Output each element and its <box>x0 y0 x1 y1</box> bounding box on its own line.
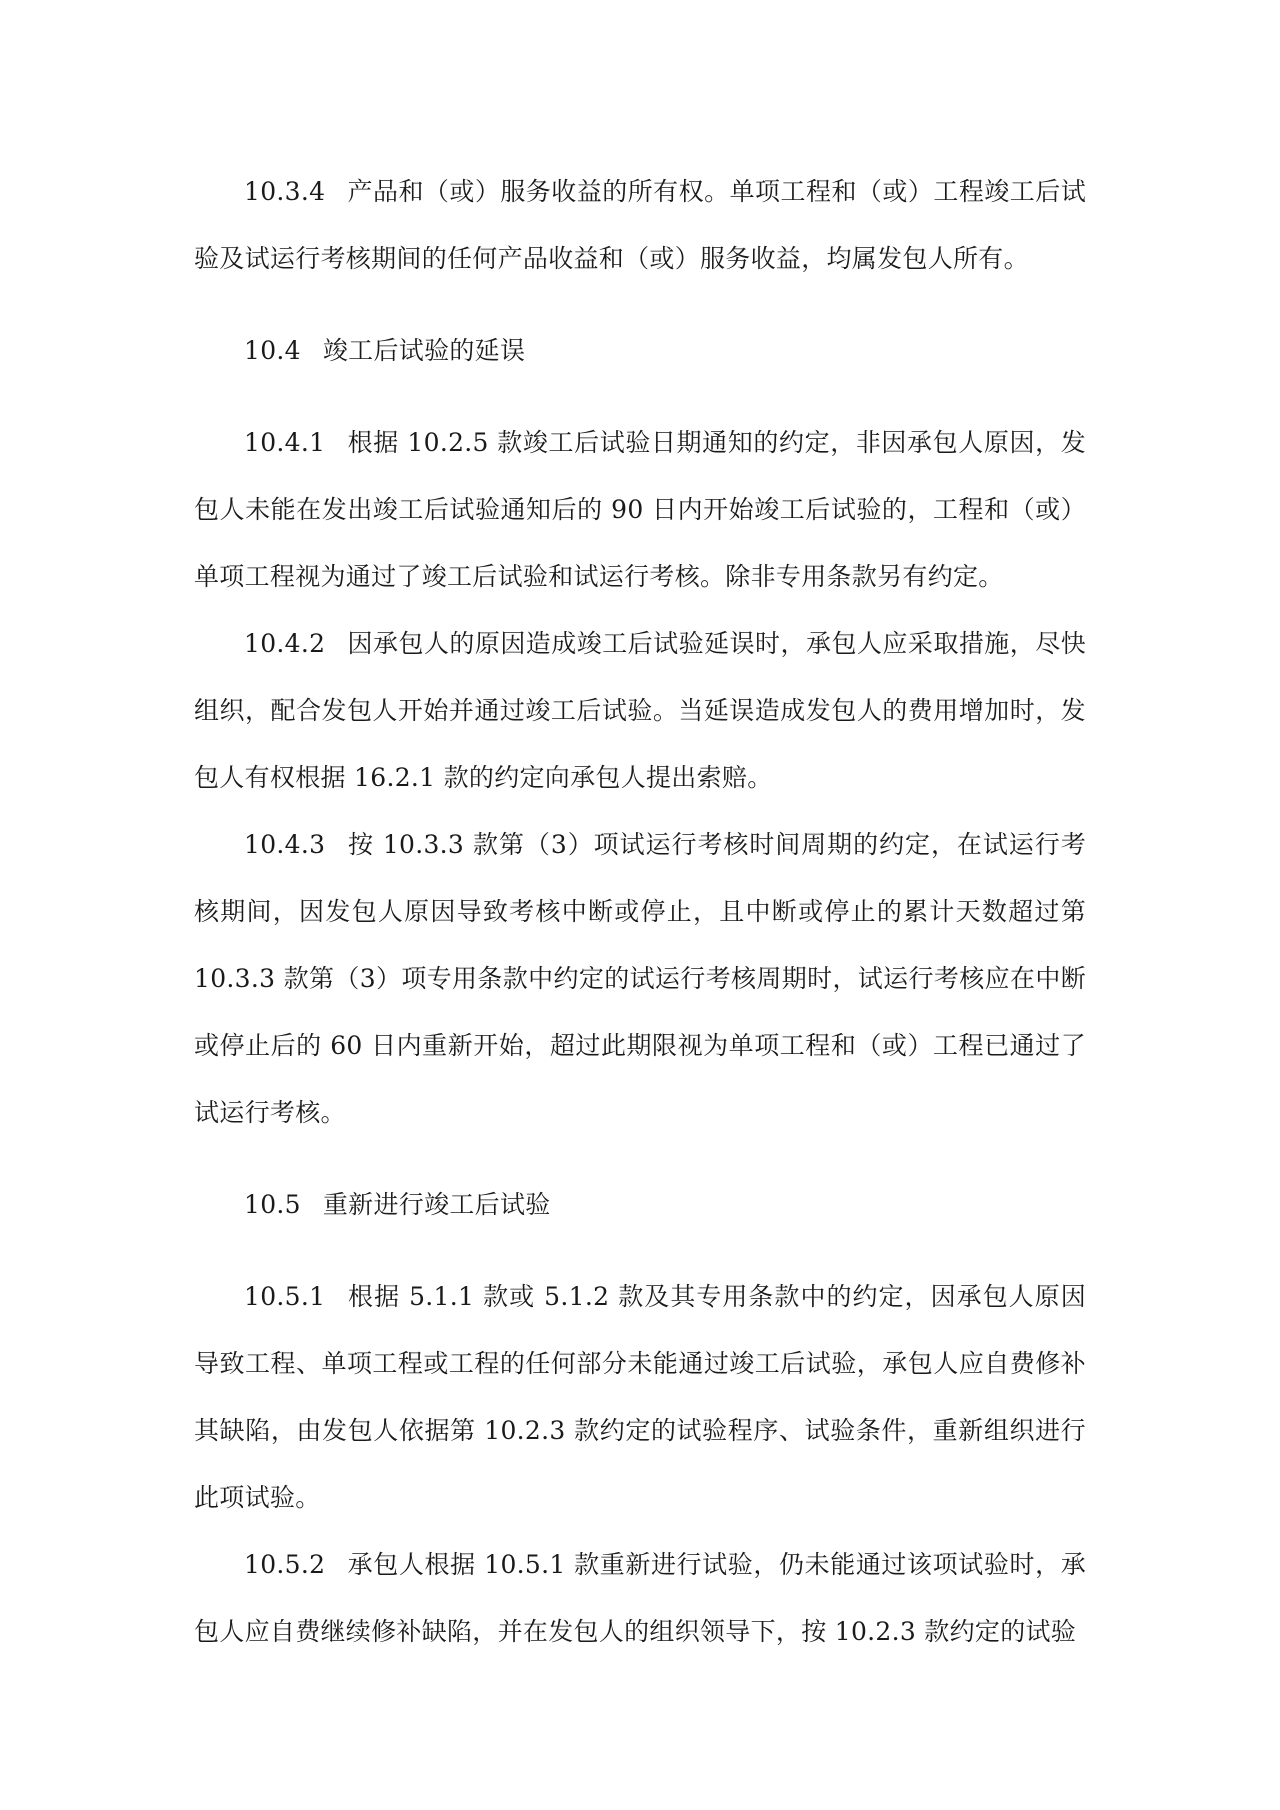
clause-text: 承包人根据 10.5.1 款重新进行试验，仍未能通过该项试验时，承包人应自费继续修补缺陷，并在发包人的组织领导下，按 10.2.3 款约定的试验 <box>194 1550 1086 1646</box>
clause-10-5-2 <box>194 1531 1086 1665</box>
clause-number: 10.4.1 <box>244 428 326 457</box>
section-heading-10-4 <box>194 317 1086 384</box>
section-title: 竣工后试验的延误 <box>322 336 526 365</box>
document-body <box>194 158 1086 1665</box>
clause-text: 因承包人的原因造成竣工后试验延误时，承包人应采取措施，尽快组织，配合发包人开始并通过竣工后试验。当延误造成发包人的费用增加时，发包人有权根据 16.2.1 款的约定向承包人提出索赔。 <box>194 629 1086 792</box>
clause-number: 10.4.2 <box>244 629 326 658</box>
clause-number: 10.5.1 <box>244 1282 326 1311</box>
clause-10-4-2 <box>194 610 1086 811</box>
clause-10-5-1 <box>194 1263 1086 1531</box>
section-heading-10-5 <box>194 1171 1086 1238</box>
clause-text: 根据 5.1.1 款或 5.1.2 款及其专用条款中的约定，因承包人原因导致工程、单项工程或工程的任何部分未能通过竣工后试验，承包人应自费修补其缺陷，由发包人依据第 10.2.3 款约定的试验程序、试验条件，重新组织进行此项试验。 <box>194 1282 1086 1512</box>
clause-number: 10.5.2 <box>244 1550 326 1579</box>
clause-number: 10.3.4 <box>244 177 326 206</box>
section-number: 10.5 <box>244 1190 301 1219</box>
clause-10-3-4 <box>194 158 1086 292</box>
clause-10-4-1 <box>194 409 1086 610</box>
section-number: 10.4 <box>244 336 301 365</box>
section-title: 重新进行竣工后试验 <box>322 1190 551 1219</box>
clause-text: 根据 10.2.5 款竣工后试验日期通知的约定，非因承包人原因，发包人未能在发出竣工后试验通知后的 90 日内开始竣工后试验的，工程和（或）单项工程视为通过了竣工后试验和试运行考核。除非专用条款另有约定。 <box>194 428 1086 591</box>
clause-number: 10.4.3 <box>244 830 326 859</box>
clause-10-4-3 <box>194 811 1086 1146</box>
clause-text: 产品和（或）服务收益的所有权。单项工程和（或）工程竣工后试验及试运行考核期间的任何产品收益和（或）服务收益，均属发包人所有。 <box>194 177 1086 273</box>
clause-text: 按 10.3.3 款第（3）项试运行考核时间周期的约定，在试运行考核期间，因发包人原因导致考核中断或停止，且中断或停止的累计天数超过第 10.3.3 款第（3）项专用条款中约定的试运行考核周期时，试运行考核应在中断或停止后的 60 日内重新开始，超过此期限视为单项工程和（或）工程已通过了试运行考核。 <box>194 830 1086 1127</box>
